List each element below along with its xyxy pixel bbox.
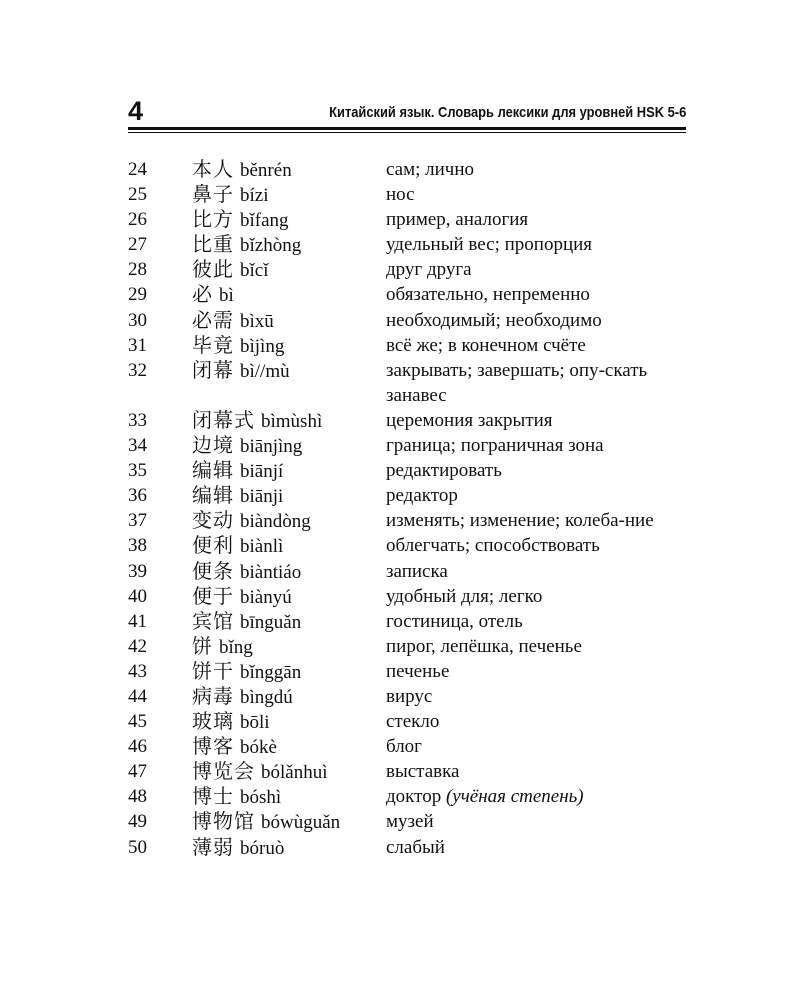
entry-hanzi: 便利 — [192, 533, 234, 558]
translation-text: друг друга — [386, 259, 472, 281]
entry-pinyin: bōli — [240, 712, 270, 734]
entry-translation — [386, 257, 686, 282]
translation-text: пирог, лепёшка, печенье — [386, 635, 582, 657]
entry-pinyin: bǐcǐ — [240, 260, 269, 282]
entry-hanzi: 比方 — [192, 207, 234, 232]
entry-number: 32 — [128, 359, 147, 381]
entry-number: 28 — [128, 259, 147, 281]
entry-hanzi: 必需 — [192, 307, 234, 332]
entry-headword — [192, 232, 301, 258]
vocab-entry — [128, 559, 688, 584]
entry-hanzi: 博物馆 — [192, 809, 255, 834]
entry-translation — [386, 784, 686, 809]
entry-translation — [386, 458, 686, 483]
vocab-entry — [128, 609, 688, 634]
vocab-entry — [128, 659, 688, 684]
entry-translation — [386, 584, 686, 609]
vocab-entry — [128, 809, 688, 834]
translation-text: записка — [386, 560, 448, 582]
translation-text: необходимый; необходимо — [386, 309, 602, 331]
entry-number: 25 — [128, 184, 147, 206]
entry-translation — [386, 483, 686, 508]
entry-hanzi: 博士 — [192, 784, 234, 809]
entry-pinyin: bǐng — [219, 636, 253, 658]
entry-number: 44 — [128, 685, 147, 707]
vocab-entry — [128, 734, 688, 759]
entry-pinyin: bìmùshì — [261, 410, 323, 432]
translation-text: стекло — [386, 711, 440, 733]
entry-number: 26 — [128, 209, 147, 231]
entry-translation — [386, 659, 686, 684]
page-number: 4 — [128, 96, 144, 126]
translation-text: доктор — [386, 786, 442, 808]
entry-number: 31 — [128, 334, 147, 356]
entry-hanzi: 闭幕 — [192, 357, 234, 382]
entry-pinyin: biàndòng — [240, 511, 311, 533]
entry-headword — [192, 508, 311, 534]
entry-number: 38 — [128, 535, 147, 557]
translation-text: удельный вес; пропорция — [386, 234, 593, 256]
translation-text: сам; лично — [386, 159, 475, 180]
vocab-entry — [128, 709, 688, 734]
entry-pinyin: biānji — [240, 486, 284, 508]
entry-pinyin: bókè — [240, 737, 277, 759]
entry-headword — [192, 734, 277, 760]
entry-pinyin: bóshì — [240, 787, 282, 809]
vocab-entry — [128, 784, 688, 809]
vocab-entry — [128, 684, 688, 709]
entry-pinyin: bǐnggān — [240, 661, 302, 683]
entry-pinyin: běnrén — [240, 160, 292, 181]
entry-translation — [386, 408, 686, 433]
entry-number: 30 — [128, 309, 147, 331]
entry-number: 49 — [128, 811, 147, 833]
entry-translation — [386, 433, 686, 458]
entry-hanzi: 彼此 — [192, 257, 234, 282]
entry-pinyin: bízi — [240, 185, 269, 207]
vocab-entry — [128, 433, 688, 458]
entry-number: 45 — [128, 711, 147, 733]
entry-number: 39 — [128, 560, 147, 582]
entry-hanzi: 博客 — [192, 734, 234, 759]
entry-number: 29 — [128, 284, 147, 306]
entry-pinyin: biānjìng — [240, 436, 303, 458]
entry-pinyin: bóruò — [240, 837, 285, 859]
entry-number: 40 — [128, 585, 147, 607]
entry-hanzi: 毕竟 — [192, 332, 234, 357]
vocab-entry — [128, 835, 688, 860]
header-rule-thick — [128, 127, 686, 130]
entry-number: 27 — [128, 234, 147, 256]
entry-hanzi: 饼干 — [192, 658, 234, 683]
entry-headword — [192, 559, 301, 585]
entry-headword — [192, 282, 234, 308]
entry-pinyin: bìngdú — [240, 686, 293, 708]
vocab-entry — [128, 483, 688, 508]
entry-headword — [192, 333, 284, 359]
entry-hanzi: 鼻子 — [192, 182, 234, 207]
entry-headword — [192, 784, 281, 810]
entry-hanzi: 玻璃 — [192, 709, 234, 734]
entry-pinyin: bówùguǎn — [261, 812, 341, 834]
vocab-entry — [128, 408, 688, 433]
entry-number: 48 — [128, 786, 147, 808]
entry-hanzi: 本人 — [192, 157, 234, 181]
entry-hanzi: 边境 — [192, 433, 234, 458]
translation-text: печенье — [386, 660, 450, 682]
entry-pinyin: biàntiáo — [240, 561, 302, 583]
entry-headword — [192, 709, 270, 735]
vocab-entry — [128, 207, 688, 232]
entry-hanzi: 编辑 — [192, 483, 234, 508]
translation-text: выставка — [386, 761, 460, 783]
entry-number: 24 — [128, 159, 147, 180]
entry-headword — [192, 207, 289, 233]
entry-pinyin: biànlì — [240, 536, 284, 558]
vocab-entry — [128, 358, 688, 408]
entry-number: 50 — [128, 836, 147, 858]
entry-translation — [386, 207, 686, 232]
vocab-entry — [128, 584, 688, 609]
entry-number: 36 — [128, 485, 147, 507]
entry-hanzi: 闭幕式 — [192, 407, 255, 432]
entry-number: 43 — [128, 660, 147, 682]
translation-note: (учёная степень) — [445, 786, 584, 808]
entry-translation — [386, 182, 686, 207]
translation-text: закрывать; завершать; опу-скать занавес — [386, 359, 648, 406]
translation-text: слабый — [386, 836, 445, 858]
vocab-entry — [128, 508, 688, 533]
entry-number: 47 — [128, 761, 147, 783]
entry-headword — [192, 458, 283, 484]
translation-text: удобный для; легко — [386, 585, 543, 607]
entry-hanzi: 必 — [192, 282, 213, 307]
entry-pinyin: bīnguǎn — [240, 611, 302, 633]
entry-hanzi: 变动 — [192, 508, 234, 533]
entry-number: 37 — [128, 510, 147, 532]
entry-headword — [192, 483, 283, 509]
translation-text: нос — [386, 184, 415, 206]
entry-translation — [386, 308, 686, 333]
entry-translation — [386, 333, 686, 358]
entry-headword — [192, 358, 290, 384]
vocab-entry — [128, 458, 688, 483]
running-title: Китайский язык. Словарь лексики для уровней HSK 5-6 — [328, 104, 686, 121]
translation-text: вирус — [386, 685, 433, 707]
entry-headword — [192, 609, 301, 635]
entry-pinyin: bǐfang — [240, 210, 289, 232]
entry-headword — [192, 809, 340, 835]
entry-pinyin: bì — [219, 285, 234, 307]
vocab-entry — [128, 533, 688, 558]
entry-translation — [386, 809, 686, 834]
vocab-entry — [128, 157, 688, 182]
entry-hanzi: 便条 — [192, 558, 234, 583]
entry-headword — [192, 257, 269, 283]
translation-text: редактор — [386, 485, 458, 507]
header-rule-thin — [128, 132, 686, 133]
entry-headword — [192, 308, 274, 334]
entry-translation — [386, 835, 686, 860]
entry-headword — [192, 408, 322, 434]
translation-text: церемония закрытия — [386, 409, 553, 431]
entry-hanzi: 便于 — [192, 583, 234, 608]
translation-text: облегчать; способствовать — [386, 535, 600, 557]
entry-hanzi: 薄弱 — [192, 834, 234, 859]
entry-number: 34 — [128, 435, 147, 457]
vocab-entry — [128, 232, 688, 257]
entry-pinyin: bìjìng — [240, 335, 285, 357]
entry-translation — [386, 358, 686, 408]
entry-hanzi: 比重 — [192, 232, 234, 257]
entry-headword — [192, 759, 328, 785]
entry-translation — [386, 559, 686, 584]
translation-text: редактировать — [386, 460, 502, 482]
entry-headword — [192, 157, 292, 183]
entry-headword — [192, 433, 302, 459]
vocab-entry — [128, 182, 688, 207]
entry-headword — [192, 684, 293, 710]
vocab-entry — [128, 759, 688, 784]
translation-text: изменять; изменение; колеба-ние — [386, 510, 654, 532]
entry-translation — [386, 609, 686, 634]
vocab-entry — [128, 282, 688, 307]
entry-pinyin: biānjí — [240, 461, 284, 483]
entry-number: 33 — [128, 409, 147, 431]
entry-headword — [192, 659, 301, 685]
entry-hanzi: 博览会 — [192, 759, 255, 784]
entry-pinyin: biànyú — [240, 586, 292, 608]
translation-text: музей — [386, 811, 434, 833]
entry-translation — [386, 157, 686, 182]
entry-headword — [192, 835, 284, 861]
entry-translation — [386, 709, 686, 734]
entry-translation — [386, 634, 686, 659]
vocab-entry — [128, 257, 688, 282]
entry-hanzi: 宾馆 — [192, 608, 234, 633]
translation-text: гостиница, отель — [386, 610, 523, 632]
entry-number: 41 — [128, 610, 147, 632]
entry-pinyin: bólǎnhuì — [261, 762, 328, 784]
entry-headword — [192, 182, 269, 208]
translation-text: граница; пограничная зона — [386, 435, 604, 457]
entry-number: 35 — [128, 460, 147, 482]
vocab-entry — [128, 634, 688, 659]
entry-hanzi: 饼 — [192, 633, 213, 658]
translation-text: обязательно, непременно — [386, 284, 590, 306]
entry-translation — [386, 232, 686, 257]
translation-text: блог — [386, 736, 422, 758]
entry-translation — [386, 282, 686, 307]
entry-translation — [386, 684, 686, 709]
entry-pinyin: bìxū — [240, 310, 274, 332]
entry-number: 46 — [128, 736, 147, 758]
entry-headword — [192, 634, 253, 660]
entry-pinyin: bǐzhòng — [240, 235, 302, 257]
entry-pinyin: bì//mù — [240, 360, 290, 382]
entry-headword — [192, 533, 283, 559]
entry-headword — [192, 584, 292, 610]
translation-text: пример, аналогия — [386, 209, 529, 231]
entry-translation — [386, 759, 686, 784]
entry-translation — [386, 734, 686, 759]
translation-text: всё же; в конечном счёте — [386, 334, 586, 356]
entry-translation — [386, 533, 686, 558]
vocab-entry — [128, 333, 688, 358]
entry-hanzi: 编辑 — [192, 458, 234, 483]
vocab-entry — [128, 308, 688, 333]
entry-number: 42 — [128, 635, 147, 657]
entry-hanzi: 病毒 — [192, 683, 234, 708]
vocabulary-list — [128, 157, 688, 860]
running-header — [128, 96, 686, 130]
entry-translation — [386, 508, 686, 533]
